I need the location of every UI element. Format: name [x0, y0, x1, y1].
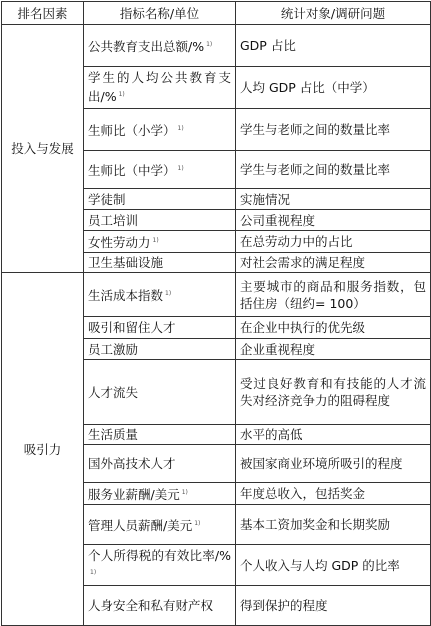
header-target: 统计对象/调研问题: [236, 2, 431, 25]
indicator-label: 生活成本指数: [88, 288, 164, 304]
target-cell: 年度总收入，包括奖金: [236, 483, 431, 505]
target-cell: 主要城市的商品和服务指数，包括住房（纽约= 100）: [236, 273, 431, 317]
indicator-label: 公共教育支出总额/%: [88, 39, 205, 55]
indicator-cell: [84, 253, 236, 273]
table-row: [2, 25, 431, 67]
indicator-label: 员工激励: [88, 341, 139, 357]
indicator-cell: [84, 231, 236, 253]
target-cell: 被国家商业环境所吸引的程度: [236, 445, 431, 483]
footnote-mark: 1): [181, 489, 188, 497]
footnote-mark: 1): [90, 569, 97, 577]
indicator-cell: [84, 189, 236, 210]
indicator-label: 学生的人均公共教育支出/%: [88, 70, 231, 105]
footnote-mark: 1): [177, 124, 184, 132]
factor-cell: 投入与发展: [2, 25, 84, 273]
indicator-label: 服务业薪酬/美元: [88, 487, 180, 503]
footnote-mark: 1): [206, 40, 213, 48]
indicator-cell: [84, 339, 236, 360]
indicator-label: 生活质量: [88, 427, 139, 443]
indicator-cell: [84, 109, 236, 151]
header-factor: 排名因素: [2, 2, 84, 25]
target-cell: 人均 GDP 占比（中学）: [236, 67, 431, 109]
target-cell: 在企业中执行的优先级: [236, 317, 431, 339]
indicator-cell: [84, 505, 236, 545]
indicator-cell: [84, 483, 236, 505]
indicator-cell: [84, 360, 236, 425]
indicator-cell: [84, 586, 236, 626]
footnote-mark: 1): [177, 164, 184, 172]
indicator-label: 生师比（小学）: [88, 123, 176, 139]
target-cell: 企业重视程度: [236, 339, 431, 360]
indicator-cell: [84, 67, 236, 109]
target-cell: 水平的高低: [236, 425, 431, 445]
target-cell: 学生与老师之间的数量比率: [236, 109, 431, 151]
indicator-cell: [84, 25, 236, 67]
indicator-cell: [84, 151, 236, 189]
indicator-cell: [84, 545, 236, 586]
indicator-label: 学徒制: [88, 191, 126, 207]
indicator-cell: [84, 210, 236, 231]
table-row: [2, 273, 431, 317]
indicator-label: 生师比（中学）: [88, 163, 176, 179]
footnote-mark: 1): [152, 237, 159, 244]
target-cell: 公司重视程度: [236, 210, 431, 231]
target-cell: 基本工资加奖金和长期奖励: [236, 505, 431, 545]
indicator-label: 国外高技术人才: [88, 456, 176, 472]
target-cell: 得到保护的程度: [236, 586, 431, 626]
indicator-label: 员工培训: [88, 212, 139, 228]
indicator-cell: [84, 445, 236, 483]
footnote-mark: 1): [118, 91, 125, 99]
indicator-cell: [84, 273, 236, 317]
target-cell: 个人收入与人均 GDP 的比率: [236, 545, 431, 586]
indicator-label: 女性劳动力: [88, 235, 151, 251]
footnote-mark: 1): [165, 290, 172, 298]
factor-cell: 吸引力: [2, 273, 84, 626]
target-cell: 对社会需求的满足程度: [236, 253, 431, 273]
indicator-label: 个人所得税的有效比率/%: [88, 548, 231, 564]
indicator-table: [1, 1, 431, 626]
indicator-cell: [84, 425, 236, 445]
indicator-label: 管理人员薪酬/美元: [88, 518, 193, 534]
footnote-mark: 1): [194, 520, 201, 528]
target-cell: GDP 占比: [236, 25, 431, 67]
indicator-label: 卫生基础设施: [88, 255, 164, 271]
indicator-label: 人身安全和私有财产权: [88, 598, 214, 614]
header-indicator: 指标名称/单位: [84, 2, 236, 25]
target-cell: 受过良好教育和有技能的人才流失对经济竞争力的阻碍程度: [236, 360, 431, 425]
target-cell: 实施情况: [236, 189, 431, 210]
indicator-label: 人才流失: [88, 384, 139, 400]
target-cell: 在总劳动力中的占比: [236, 231, 431, 253]
indicator-cell: [84, 317, 236, 339]
target-cell: 学生与老师之间的数量比率: [236, 151, 431, 189]
header-row: [2, 2, 431, 25]
indicator-label: 吸引和留住人才: [88, 320, 176, 336]
